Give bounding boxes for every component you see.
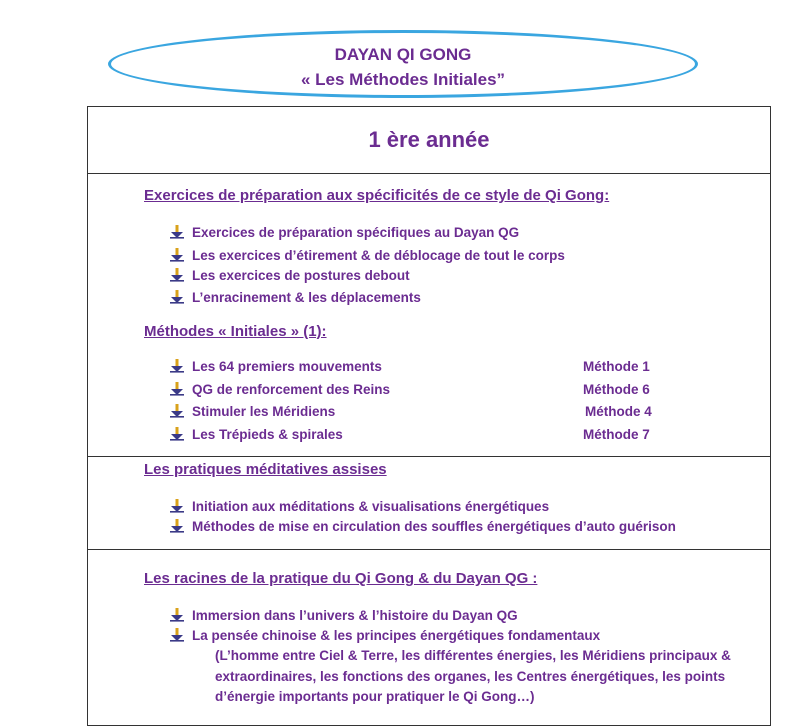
method-row <box>192 426 343 444</box>
list-item-label: Les exercices d’étirement & de déblocage de tout le corps <box>192 248 565 263</box>
arrow-down-bullet-icon <box>170 225 184 239</box>
method-row <box>192 403 335 421</box>
arrow-down-bullet-icon <box>170 248 184 262</box>
section-title-methods: Méthodes « Initiales » (1): <box>144 323 327 340</box>
method-row-label: Les 64 premiers mouvements <box>192 359 382 374</box>
list-item-label: Les exercices de postures debout <box>192 268 410 283</box>
list-item-label: L’enracinement & les déplacements <box>192 290 421 305</box>
list-item <box>192 247 565 265</box>
document-title: DAYAN QI GONG <box>334 45 472 64</box>
list-item <box>192 224 519 242</box>
arrow-down-bullet-icon <box>170 290 184 304</box>
method-row <box>192 381 390 399</box>
arrow-down-bullet-icon <box>170 519 184 533</box>
list-item-label: La pensée chinoise & les principes énergétiques fondamentaux <box>192 628 601 643</box>
method-row-label: Stimuler les Méridiens <box>192 404 336 419</box>
list-item <box>192 498 549 516</box>
list-item <box>192 607 518 625</box>
section-divider <box>88 456 770 457</box>
program-table <box>87 106 771 726</box>
section-divider <box>88 549 770 550</box>
method-row <box>192 358 382 376</box>
method-number: Méthode 7 <box>583 427 650 442</box>
section-title-roots: Les racines de la pratique du Qi Gong & du Dayan QG : <box>144 570 538 587</box>
arrow-down-bullet-icon <box>170 499 184 513</box>
list-item-label: Initiation aux méditations & visualisations énergétiques <box>192 499 550 514</box>
document-subtitle: « Les Méthodes Initiales” <box>300 70 506 89</box>
method-row-label: Les Trépieds & spirales <box>192 427 343 442</box>
method-number: Méthode 6 <box>583 382 650 397</box>
list-item <box>192 267 410 285</box>
list-item-label: Exercices de préparation spécifiques au Dayan QG <box>192 225 520 240</box>
list-item <box>192 627 600 645</box>
arrow-down-bullet-icon <box>170 427 184 441</box>
arrow-down-bullet-icon <box>170 628 184 642</box>
year-header-row <box>88 107 770 174</box>
method-number: Méthode 4 <box>585 404 652 419</box>
list-item <box>192 518 676 536</box>
arrow-down-bullet-icon <box>170 268 184 282</box>
list-item <box>192 289 421 307</box>
section-title-meditation: Les pratiques méditatives assises <box>144 461 387 478</box>
list-item-label: Méthodes de mise en circulation des souffles énergétiques d’auto guérison <box>192 519 676 534</box>
section-title-preparation: Exercices de préparation aux spécificités de ce style de Qi Gong: <box>144 187 610 204</box>
arrow-down-bullet-icon <box>170 608 184 622</box>
method-row-label: QG de renforcement des Reins <box>192 382 391 397</box>
method-number: Méthode 1 <box>583 359 650 374</box>
list-item-label: Immersion dans l’univers & l’histoire du Dayan QG <box>192 608 518 623</box>
roots-details-paragraph: (L’homme entre Ciel & Terre, les différentes énergies, les Méridiens principaux & extraordinaires, les fonctions des organes, les Centres énergétiques, les points d’énergie importants pour pratiquer le Qi Gong…) <box>215 648 731 704</box>
title-ellipse <box>108 30 698 98</box>
arrow-down-bullet-icon <box>170 359 184 373</box>
arrow-down-bullet-icon <box>170 382 184 396</box>
year-heading: 1 ère année <box>368 127 490 152</box>
arrow-down-bullet-icon <box>170 404 184 418</box>
